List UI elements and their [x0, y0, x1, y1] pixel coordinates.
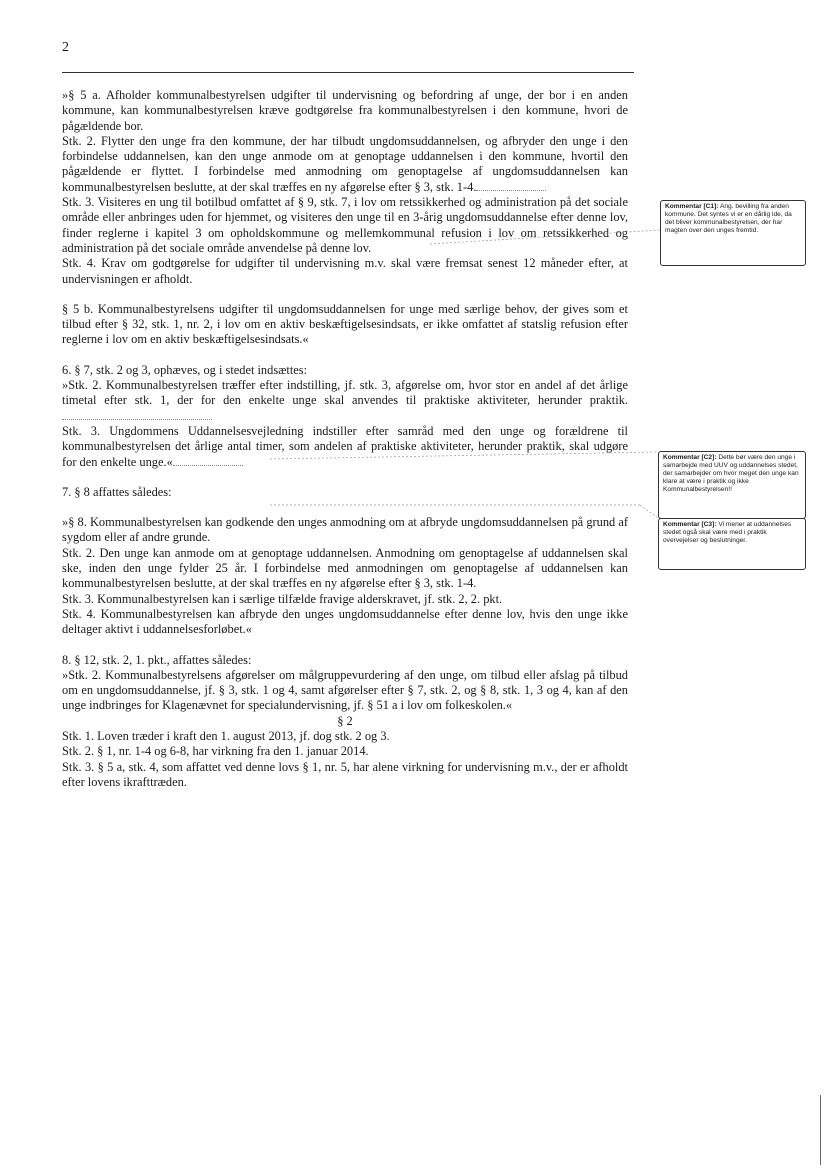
paragraph-7-stk3: Stk. 3. Ungdommens Uddannelsesvejledning indstiller efter samråd med den unge og forældrene til kommunalbestyrelsen det årlige antal timer, som andelen af praktiske aktiviteter, herunder praktik, skal udgøre for den enkelte unge.« — [62, 423, 628, 469]
comment-c2[interactable] — [658, 451, 806, 519]
connector-c2 — [270, 452, 658, 459]
paragraph-5b: § 5 b. Kommunalbestyrelsens udgifter til ungdomsuddannelsen for unge med særlige behov, der gives som et tilbud efter § 32, stk. 1, nr. 2, i lov om en aktiv beskæftigelsesindsats, er ikke omfattet af statslig refusion efter reglerne i lov om en aktiv beskæftigelsesindsats.« — [62, 301, 628, 347]
section-2-stk1: Stk. 1. Loven træder i kraft den 1. august 2013, jf. dog stk. 2 og 3. — [62, 728, 390, 743]
comment-c1-label: Kommentar [C1]: — [665, 203, 719, 210]
paragraph-12-stk2: »Stk. 2. Kommunalbestyrelsens afgørelser om målgruppevurdering af den unge, om tilbud eller afslag på tilbud om en ungdomsuddannelse, jf. § 3, stk. 1 og 4, samt afgørelser efter § 7, stk. 2, og § 8, stk. 1, 3 og 4, kan af den unge indbringes for Klagenævnet for specialundervisning, jf. § 51 a i lov om folkeskolen.« — [62, 667, 628, 713]
scan-edge-line — [820, 1095, 821, 1165]
comment-c3-label: Kommentar [C3]: — [663, 521, 717, 528]
paragraph-5a-stk3: Stk. 3. Visiteres en ung til botilbud omfattet af § 9, stk. 7, i lov om retssikkerhed og administration på det sociale område eller anbringes uden for hjemmet, og visiteres den unge til en 3-årig ungdomsuddannelse efter denne lov, finder reglerne i kapitel 3 om opholdskommune og mellemkommunal refusion i lov om retssikkerhed og administration på det sociale område anvendelse på denne lov. — [62, 195, 628, 255]
comment-c2-text: Dette bør være den unge i samarbejde med UUV og uddannelses stedet, der samarbejder om hvor meget den unge kan klare at være i praktik og ikke Kommunalbestyrelsen!! — [663, 454, 799, 493]
paragraph-8-intro: »§ 8. Kommunalbestyrelsen kan godkende den unges anmodning om at afbryde ungdomsuddannelsen på grund af sygdom eller af andre grunde. — [62, 515, 628, 545]
paragraph-5a-stk2: Stk. 2. Flytter den unge fra den kommune, der har tilbudt ungdomsuddannelsen, og afbryder den unge i den forbindelse uddannelsen, kan den unge anmode om at genoptage uddannelsen i den kommune, hvortil den pågældende er flyttet. I forbindelse med anmodning om genoptagelse af ungdomsuddannelsen kan kommunalbestyrelsen beslutte, at der skal træffes en ny afgørelse efter § 3, stk. 1-4. — [62, 133, 628, 194]
item-8-heading: 8. § 12, stk. 2, 1. pkt., affattes således: — [62, 652, 252, 667]
section-2-heading: § 2 — [337, 713, 353, 728]
comment-c1[interactable] — [660, 200, 806, 266]
connector-c3b — [640, 505, 658, 518]
paragraph-8-stk3: Stk. 3. Kommunalbestyrelsen kan i særlige tilfælde fravige alderskravet, jf. stk. 2, 2. pkt. — [62, 591, 503, 606]
paragraph-8-stk4: Stk. 4. Kommunalbestyrelsen kan afbryde den unges ungdomsuddannelse efter denne lov, hvis den unge ikke deltager aktivt i uddannelsesforløbet.« — [62, 606, 628, 637]
comment-c3[interactable] — [658, 518, 806, 570]
section-2-stk3: Stk. 3. § 5 a, stk. 4, som affattet ved denne lovs § 1, nr. 5, har alene virkning for undervisning m.v., der er afholdt efter lovens ikrafttræden. — [62, 759, 628, 789]
paragraph-7-stk2: »Stk. 2. Kommunalbestyrelsen træffer efter indstilling, jf. stk. 3, afgørelse om, hvor stor en andel af det årlige timetal efter stk. 1, der for den enkelte unge skal anvendes til praktiske aktiviteter, herunder praktik. — [62, 378, 628, 424]
item-7-heading: 7. § 8 affattes således: — [62, 484, 172, 499]
connector-c1 — [430, 230, 660, 244]
section-2-stk2: Stk. 2. § 1, nr. 1-4 og 6-8, har virkning fra den 1. januar 2014. — [62, 744, 369, 759]
comment-c1-text: Ang. bevilling fra anden kommune. Det syntes vi er en dårlig ide, da det bliver kommunalbestyrelsen, der har magten over den unges fremtid. — [665, 203, 792, 234]
page-number: 2 — [62, 40, 69, 55]
paragraph-5a-stk4: Stk. 4. Krav om godtgørelse for udgifter til undervisning m.v. skal være fremsat senest 12 måneder efter, at undervisningen er afholdt. — [62, 256, 628, 286]
item-6-heading: 6. § 7, stk. 2 og 3, ophæves, og i stedet indsættes: — [62, 362, 308, 377]
comment-c2-label: Kommentar [C2]: — [663, 454, 717, 461]
paragraph-5a-intro: »§ 5 a. Afholder kommunalbestyrelsen udgifter til undervisning og befordring af unge, der bor i en anden kommune, kan kommunalbestyrelsen kræve godtgørelse fra kommunalbestyrelsen i den kommune, hvori de pågældende bor. — [62, 88, 628, 133]
paragraph-8-stk2: Stk. 2. Den unge kan anmode om at genoptage uddannelsen. Anmodning om genoptagelse af uddannelsen skal ske, inden den unge fylder 25 år. I forbindelse med anmodningen om genoptagelse af uddannelsen kan kommunalbestyrelsen beslutte, at der skal træffes en ny afgørelse efter § 3, stk. 1-4. — [62, 545, 628, 591]
comment-c3-text: Vi mener at uddannelses stedet også skal være med i praktik overvejelser og beslutninger. — [663, 521, 792, 544]
